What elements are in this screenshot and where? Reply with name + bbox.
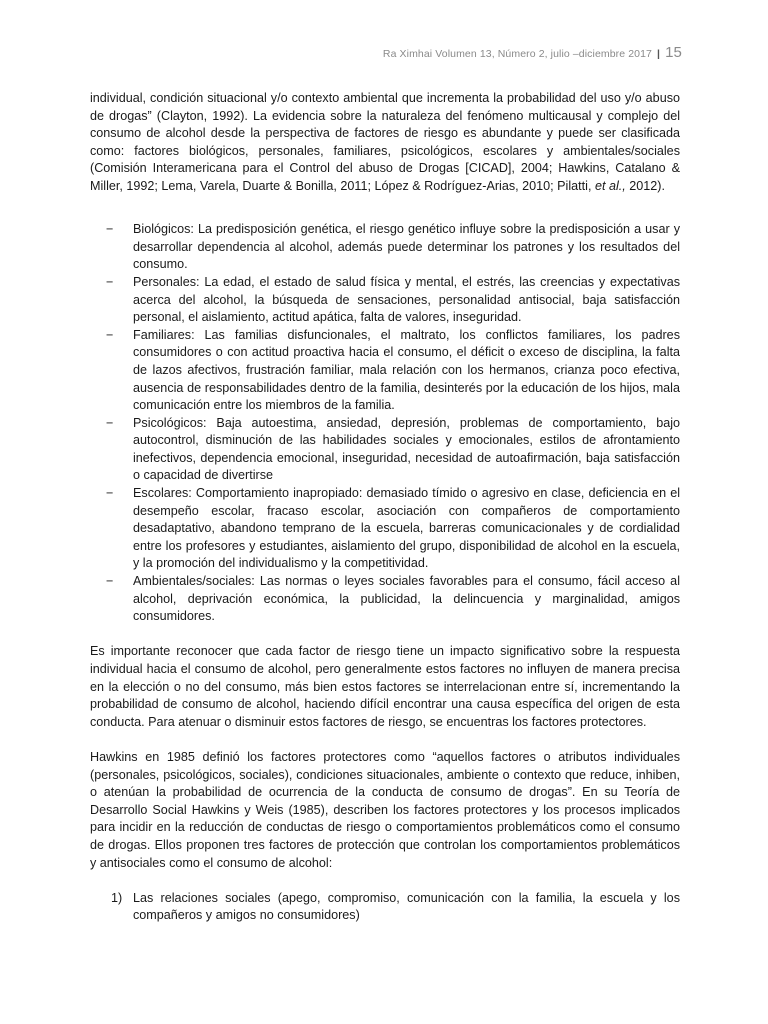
protective-factor-list bbox=[90, 890, 680, 925]
paragraph-protective-factors: Hawkins en 1985 definió los factores protectores como “aquellos factores o atributos individuales (personales, psicológicos, sociales), condiciones situacionales, ambiente o contexto que reduce, inhiben, o atenúan la probabilidad de ocurrencia de la conducta de consumo de drogas”. En su Teoría de Desarrollo Social Hawkins y Weis (1985), describen los factores protectores y los procesos implicados para incidir en la reducción de conductas de riesgo o comportamientos problemáticos como el consumo de drogas. Ellos proponen tres factores de protección que controlan los comportamientos problemáticos y antisociales como el consumo de alcohol: bbox=[90, 749, 680, 870]
list-item bbox=[111, 890, 680, 925]
journal-issue-info: Ra Ximhai Volumen 13, Número 2, julio –diciembre 2017 bbox=[382, 48, 652, 60]
list-item-personales: − Personales: La edad, el estado de salud física y mental, el estrés, las creencias y expectativas acerca del alcohol, la búsqueda de sensaciones, personalidad antisocial, baja satisfacción personal, el aislamiento, actitud apática, falta de valores, inseguridad. bbox=[133, 274, 680, 327]
et-al-italic: et al., bbox=[594, 178, 626, 193]
list-item-ambientales: − Ambientales/sociales: Las normas o leyes sociales favorables para el consumo, fácil acceso al alcohol, deprivación económica, la publicidad, la delincuencia y marginalidad, amigos consumidores. bbox=[133, 573, 680, 626]
intro-paragraph bbox=[90, 90, 680, 196]
list-item-escolares: − Escolares: Comportamiento inapropiado: demasiado tímido o agresivo en clase, deficiencia en el desempeño escolar, fracaso escolar, asociación con compañeros de comportamiento desadaptativo, abandono temprano de la escuela, barreras comunicacionales y de cordialidad entre los profesores y estudiantes, aislamiento del grupo, disponibilidad de alcohol en la escuela, y la promoción del individualismo y la competitividad. bbox=[133, 485, 680, 573]
list-item-familiares: − Familiares: Las familias disfuncionales, el maltrato, los conflictos familiares, los padres consumidores o con actitud proactiva hacia el consumo, el déficit o exceso de disciplina, la falta de lazos afectivos, frustración familiar, mala relación con los hermanos, crianza poco efectiva, ausencia de responsabilidades dentro de la familia, desinterés por la educación de los hijos, mala comunicación entre los miembros de la familia. bbox=[133, 327, 680, 415]
intro-text-part-2: 2012). bbox=[625, 178, 665, 193]
running-header bbox=[383, 44, 682, 61]
paragraph-risk-impact: Es importante reconocer que cada factor de riesgo tiene un impacto significativo sobre la respuesta individual hacia el consumo de alcohol, pero generalmente estos factores no influyen de manera precisa en la elección o no del consumo, más bien estos factores se interrelacionan entre sí, incrementando la probabilidad de consumo de alcohol, haciendo difícil encontrar una causa específica del origen de esta conducta. Para atenuar o disminuir estos factores de riesgo, se encuentras los factores protectores. bbox=[90, 644, 680, 729]
body-text bbox=[90, 90, 680, 925]
list-item-text: Las relaciones sociales (apego, compromiso, comunicación con la familia, la escuela y los compañeros y amigos no consumidores) bbox=[133, 890, 680, 923]
intro-text-part-1: individual, condición situacional y/o contexto ambiental que incrementa la probabilidad del uso y/o abuso de drogas” (Clayton, 1992). La evidencia sobre la naturaleza del fenómeno multicausal y complejo del consumo de alcohol desde la perspectiva de factores de riesgo es abundante y puede ser clasificada como: factores biológicos, personales, familiares, psicológicos, escolares y ambientales/sociales (Comisión Interamericana para el Control del abuso de Drogas [CICAD], 2004; Hawkins, Catalano & Miller, 1992; Lema, Varela, Duarte & Bonilla, 2011; López & Rodríguez-Arias, 2010; Pilatti, bbox=[90, 91, 680, 193]
page-number: 15 bbox=[665, 44, 682, 61]
list-item-number: 1) bbox=[111, 890, 123, 905]
list-item-biologicos: − Biológicos: La predisposición genética, el riesgo genético influye sobre la predisposición a usar y desarrollar dependencia al alcohol, además puede determinar los patrones y los resultados del consumo. bbox=[133, 221, 680, 274]
header-separator: | bbox=[657, 48, 661, 60]
list-item-psicologicos: − Psicológicos: Baja autoestima, ansiedad, depresión, problemas de comportamiento, bajo autocontrol, disminución de las habilidades sociales y emocionales, estilos de afrontamiento inefectivos, dependencia emocional, inseguridad, necesidad de autoafirmación, baja satisfacción o capacidad de divertirse bbox=[133, 415, 680, 485]
risk-factor-list bbox=[90, 221, 680, 626]
